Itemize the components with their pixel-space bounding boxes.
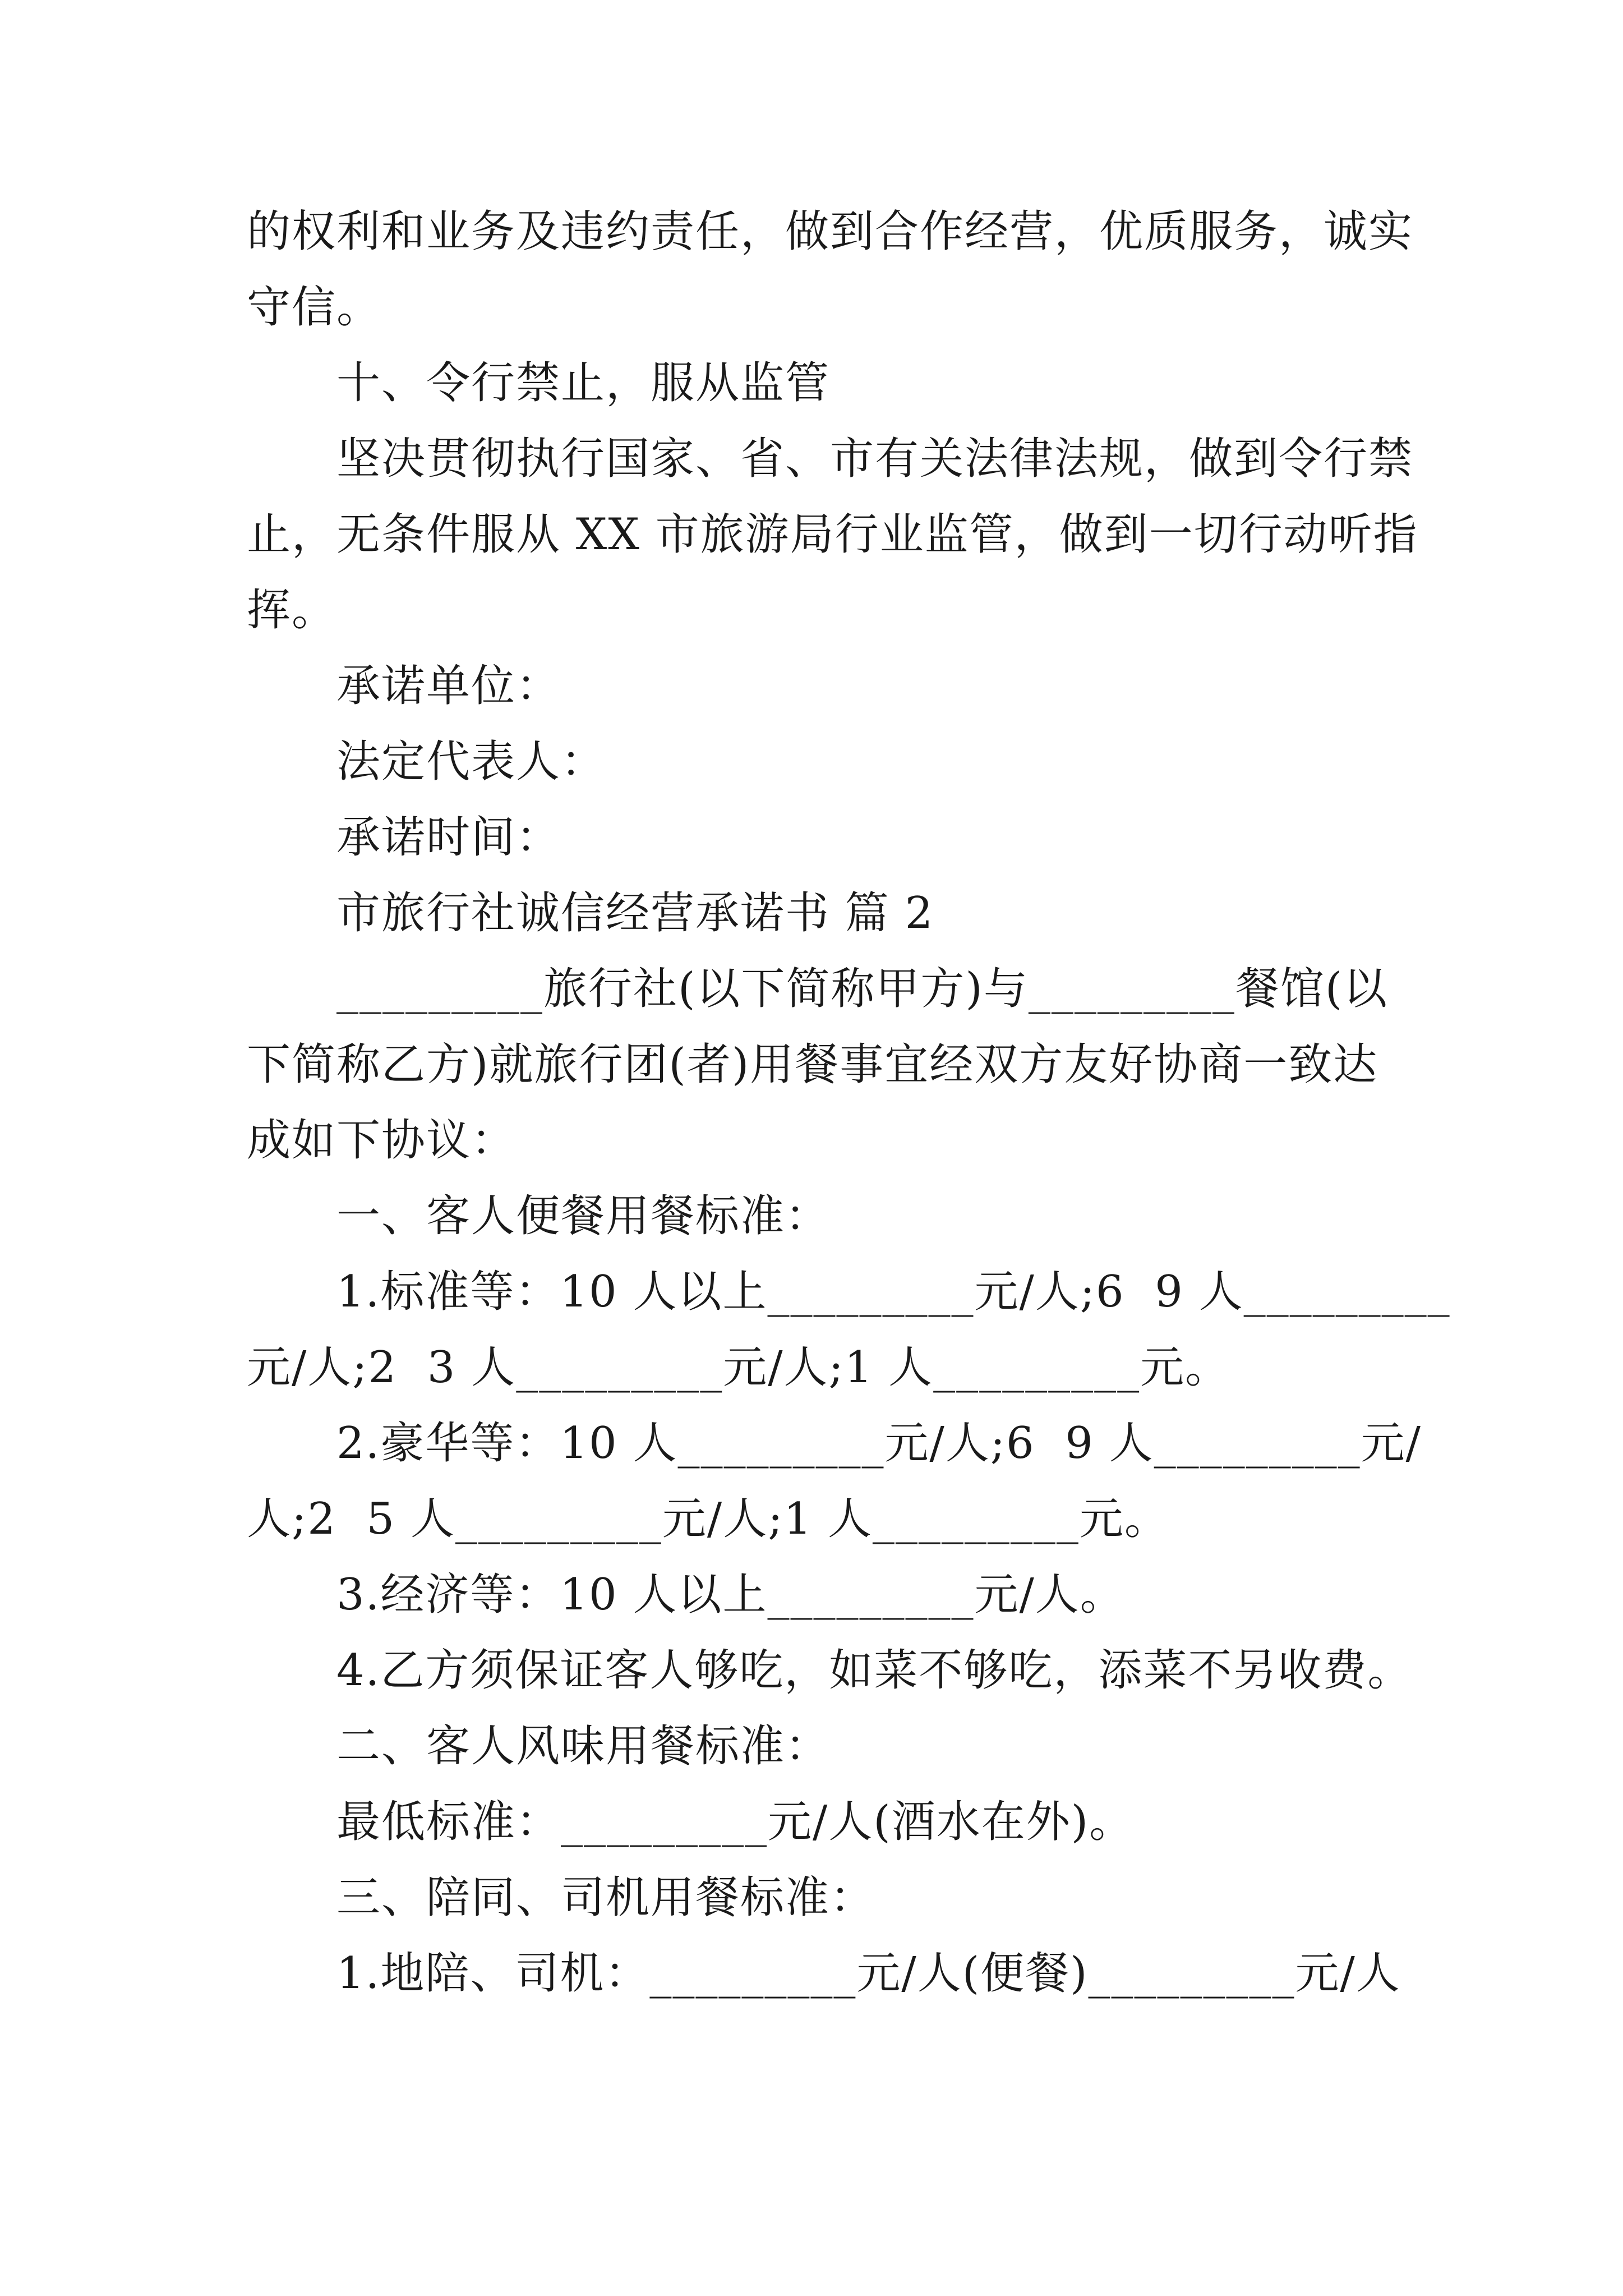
section-heading: 三、陪同、司机用餐标准： (336, 1872, 875, 1923)
list-item: 1.地陪、司机：_________元/人(便餐)_________元/人 (336, 1948, 1401, 1999)
text-line: _________旅行社(以下简称甲方)与_________餐馆(以 (336, 964, 1389, 1014)
list-item: 4.乙方须保证客人够吃，如菜不够吃，添菜不另收费。 (336, 1645, 1413, 1696)
text-line: 元/人;2 3 人_________元/人;1 人_________元。 (247, 1342, 1230, 1393)
text-line: 止，无条件服从 XX 市旅游局行业监管，做到一切行动听指 (247, 509, 1418, 560)
text-line: 的权利和业务及违约责任，做到合作经营，优质服务，诚实 (247, 206, 1414, 257)
signature-label-unit: 承诺单位： (336, 661, 561, 711)
text-line: 坚决贯彻执行国家、省、市有关法律法规，做到令行禁 (336, 434, 1414, 484)
text-line: 下简称乙方)就旅行团(者)用餐事宜经双方友好协商一致达 (247, 1039, 1378, 1090)
text-line: 守信。 (247, 282, 382, 333)
signature-label-date: 承诺时间： (336, 812, 561, 863)
list-item: 1.标准等：10 人以上_________元/人;6 9 人_________ (336, 1267, 1451, 1317)
section-heading: 十、令行禁止，服从监管 (336, 358, 831, 408)
text-line: 成如下协议： (247, 1115, 517, 1166)
list-item: 2.豪华等：10 人_________元/人;6 9 人_________元/ (336, 1418, 1422, 1469)
text-line: 人;2 5 人_________元/人;1 人_________元。 (247, 1494, 1169, 1544)
section-heading: 二、客人风味用餐标准： (336, 1721, 831, 1772)
document-title: 市旅行社诚信经营承诺书 篇 2 (336, 888, 934, 938)
text-line: 最低标准：_________元/人(酒水在外)。 (336, 1797, 1135, 1847)
section-heading: 一、客人便餐用餐标准： (336, 1191, 831, 1241)
list-item: 3.经济等：10 人以上_________元/人。 (336, 1570, 1125, 1620)
text-line: 挥。 (247, 585, 337, 636)
signature-label-representative: 法定代表人： (336, 737, 606, 787)
